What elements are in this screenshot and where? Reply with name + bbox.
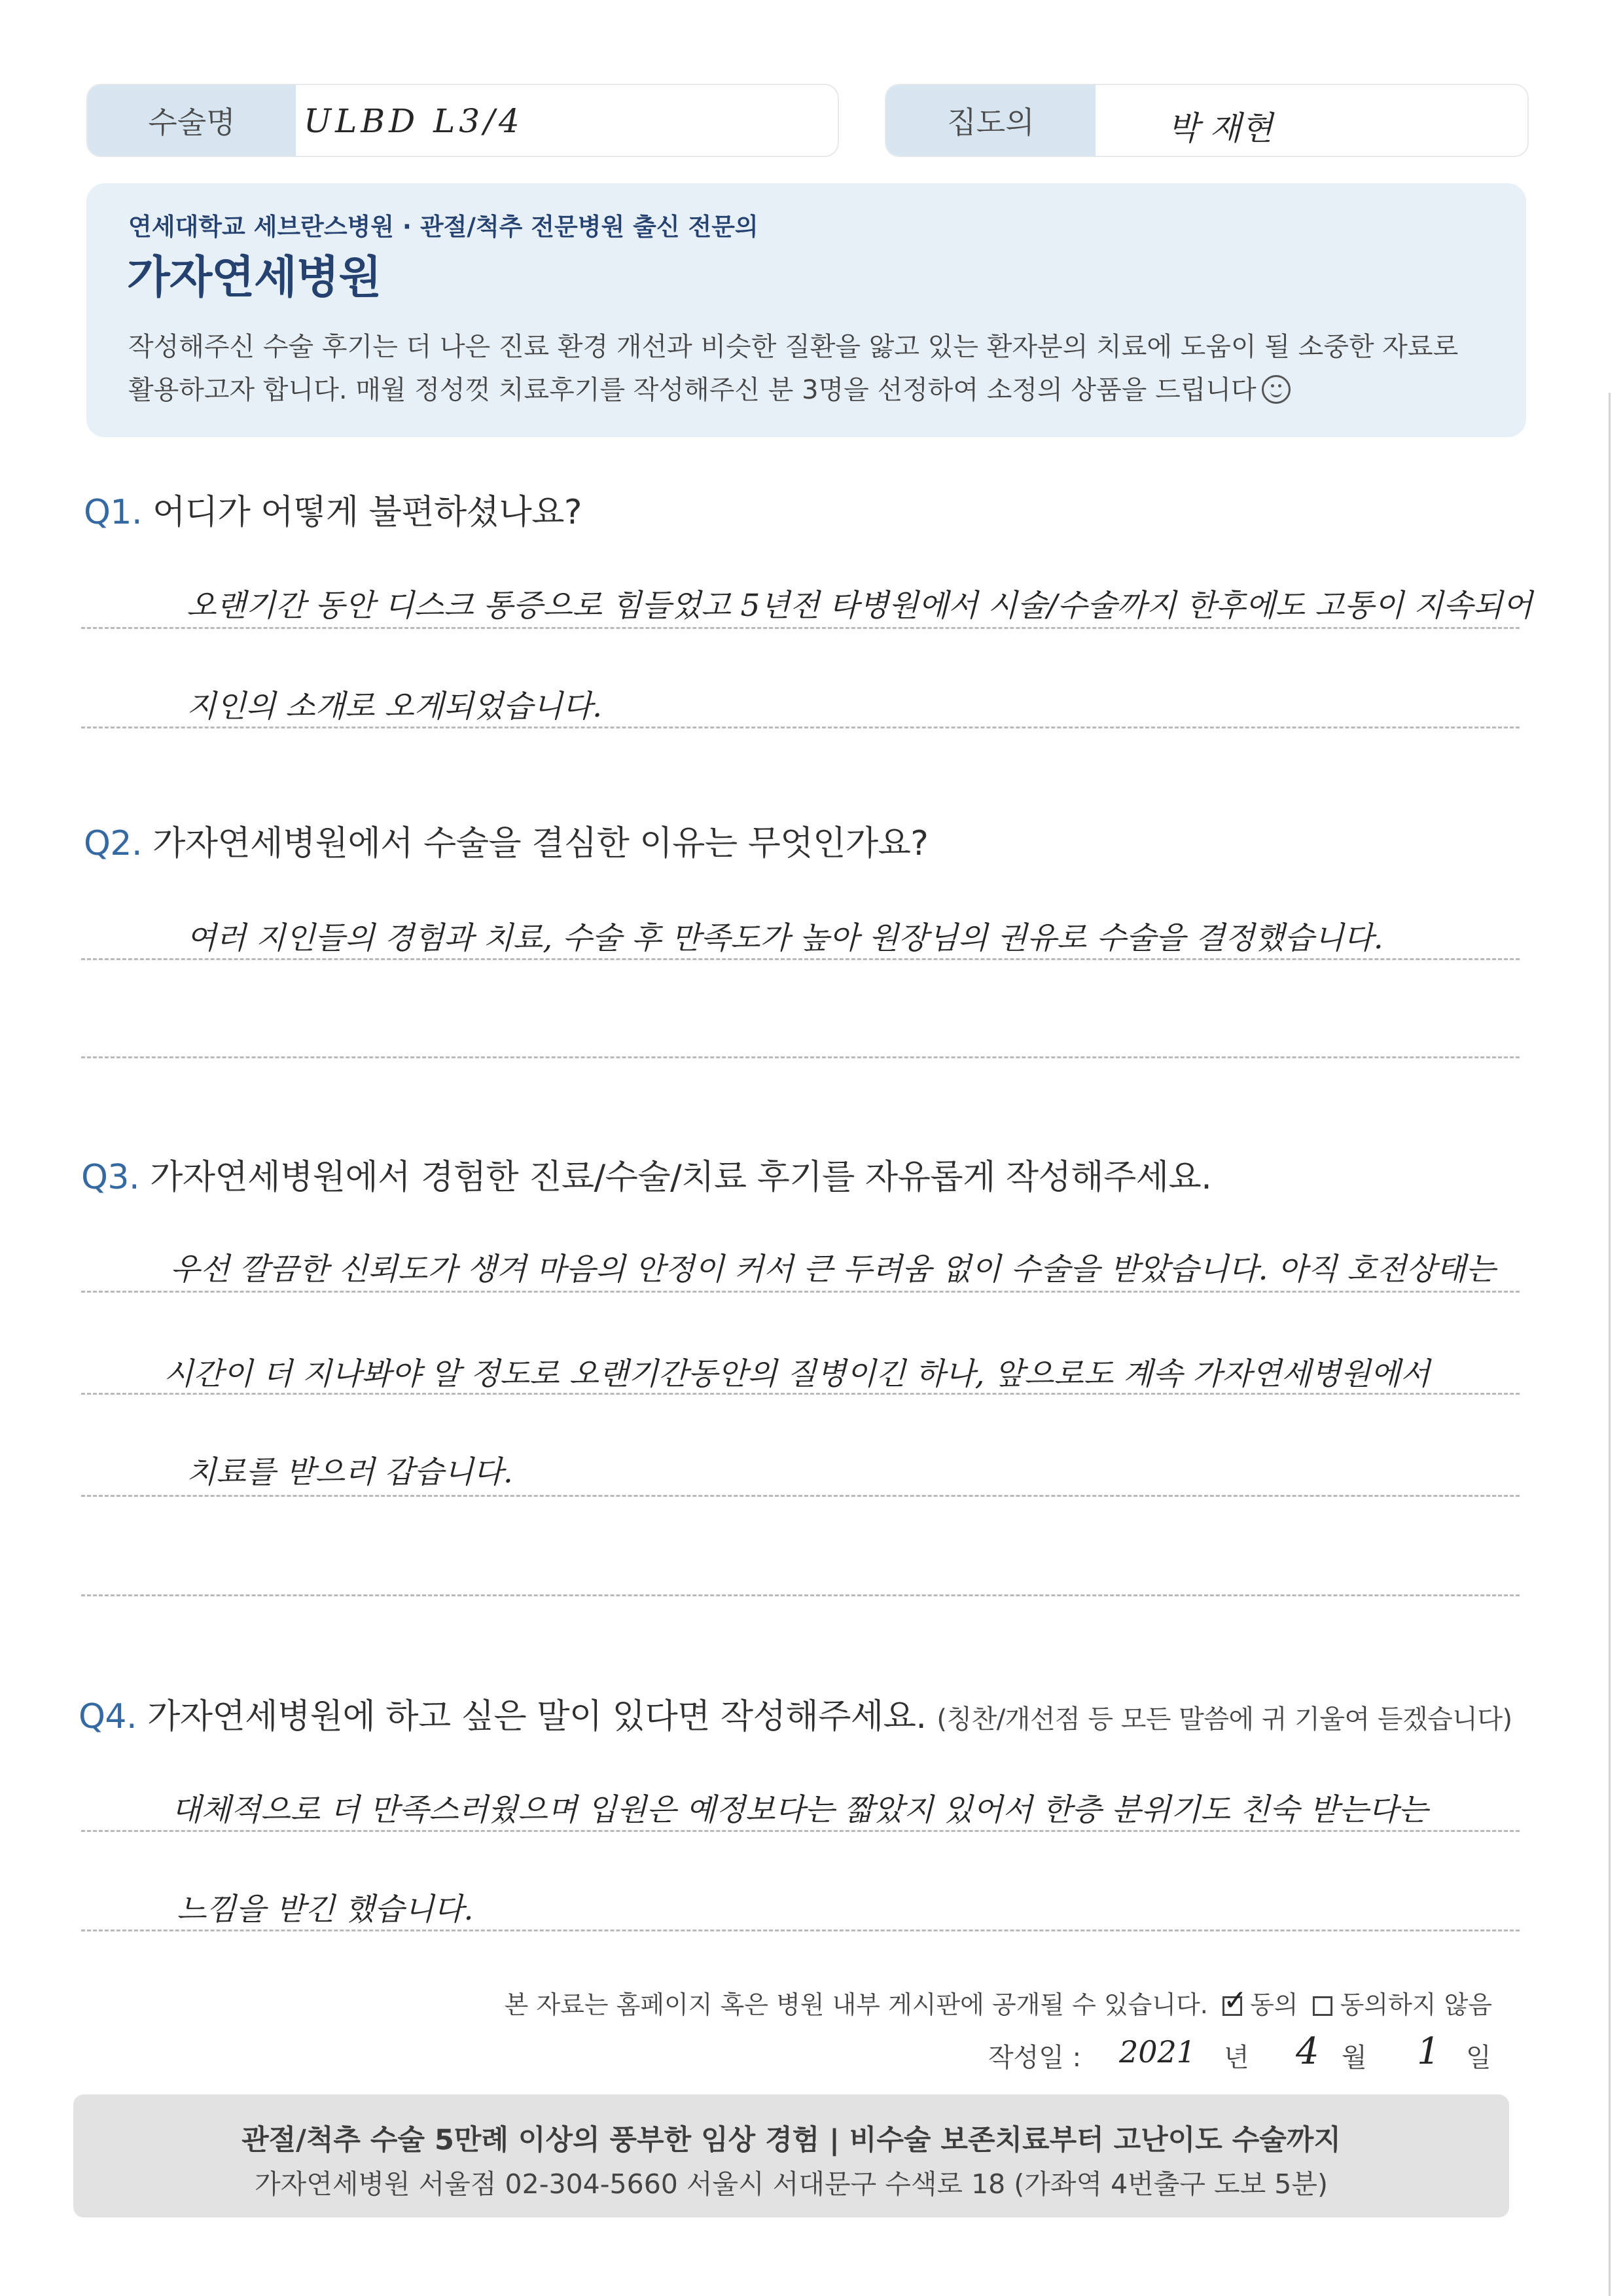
date-year-unit: 년 (1224, 2043, 1249, 2073)
surgery-name-label: 수술명 (88, 85, 296, 156)
surgeon-label: 집도의 (886, 85, 1096, 156)
disagree-label: 동의하지 않음 (1340, 1990, 1492, 2019)
date-day: 1 (1417, 2030, 1440, 2073)
answer-rule (81, 1929, 1520, 1931)
question-number: Q4. (79, 1697, 137, 1736)
footer-box (73, 2094, 1509, 2217)
hospital-banner (86, 183, 1526, 437)
question-text: 가자연세병원에서 경험한 진료/수술/치료 후기를 자유롭게 작성해주세요. (150, 1158, 1212, 1197)
surgeon-value: 박 재현 (1168, 109, 1273, 147)
answer-line: 오랜기간 동안 디스크 통증으로 힘들었고 5년전 타병원에서 시술/수술까지 한후에도 고통이 지속되어 (187, 588, 1533, 624)
banner-paragraph-line1: 작성해주신 수술 후기는 더 나은 진료 환경 개선과 비슷한 질환을 앓고 있는 환자분의 치료에 도움이 될 소중한 자료로 (128, 332, 1459, 362)
consent-row (505, 1984, 1492, 2020)
smiley-icon (1262, 375, 1291, 404)
surgery-name-field (86, 84, 839, 157)
scan-edge-line (1609, 393, 1611, 2296)
answer-rule (81, 1393, 1520, 1395)
answer-line: 느낌을 받긴 했습니다. (177, 1892, 474, 1928)
answer-rule (81, 726, 1520, 728)
date-label: 작성일 : (988, 2043, 1082, 2073)
question-number: Q3. (81, 1158, 140, 1197)
answer-line: 시간이 더 지나봐야 알 정도로 오랜기간동안의 질병이긴 하나, 앞으로도 계속 가자연세병원에서 (164, 1356, 1431, 1392)
consent-text: 본 자료는 홈페이지 혹은 병원 내부 게시판에 공개될 수 있습니다. (504, 1990, 1208, 2019)
answer-rule (81, 1594, 1520, 1596)
answer-rule (81, 1495, 1520, 1497)
hospital-title: 가자연세병원 (127, 252, 382, 304)
question-3 (81, 1149, 1211, 1198)
question-text: 가자연세병원에 하고 싶은 말이 있다면 작성해주세요. (147, 1697, 927, 1736)
question-note: (칭찬/개선점 등 모든 말씀에 귀 기울여 듣겠습니다) (936, 1704, 1512, 1734)
date-day-unit: 일 (1466, 2043, 1491, 2073)
footer-contact: 가자연세병원 서울점 02-304-5660 서울시 서대문구 수색로 18 (가좌역 4번출구 도보 5분) (255, 2168, 1328, 2200)
answer-rule (81, 1830, 1520, 1832)
footer-slogan: 관절/척추 수술 5만례 이상의 풍부한 임상 경험 | 비수술 보존치료부터 고난이도 수술까지 (241, 2124, 1341, 2157)
answer-line: 지인의 소개로 오게되었습니다. (187, 689, 603, 725)
answer-line: 우선 깔끔한 신뢰도가 생겨 마음의 안정이 커서 큰 두려움 없이 수술을 받았습니다. 아직 호전상태는 (170, 1251, 1496, 1287)
answer-line: 치료를 받으러 갑습니다. (187, 1454, 513, 1490)
answer-rule (81, 1291, 1520, 1293)
question-1 (84, 484, 582, 533)
question-text: 어디가 어떻게 불편하셨나요? (152, 493, 582, 532)
answer-rule (81, 627, 1520, 629)
surgery-name-value: ULBD L3/4 (304, 102, 524, 140)
question-2 (84, 816, 928, 865)
question-4 (79, 1689, 1512, 1738)
answer-rule (81, 1056, 1520, 1058)
disagree-checkbox[interactable] (1313, 1996, 1332, 2016)
date-month-unit: 월 (1342, 2043, 1367, 2073)
date-month: 4 (1296, 2030, 1319, 2073)
answer-line: 여러 지인들의 경험과 치료, 수술 후 만족도가 높아 원장님의 권유로 수술을 결정했습니다. (187, 920, 1383, 956)
answer-line: 대체적으로 더 만족스러웠으며 입원은 예정보다는 짧았지 있어서 한층 분위기도 친숙 받는다는 (171, 1792, 1429, 1828)
answer-rule (81, 958, 1520, 960)
question-text: 가자연세병원에서 수술을 결심한 이유는 무엇인가요? (152, 824, 929, 863)
written-date (988, 2030, 1499, 2080)
agree-label: 동의 (1250, 1990, 1298, 2019)
agree-checkbox[interactable] (1222, 1996, 1242, 2016)
question-number: Q2. (84, 824, 143, 863)
banner-paragraph-line2: 활용하고자 합니다. 매월 정성껏 치료후기를 작성해주신 분 3명을 선정하여 소정의 상품을 드립니다 (128, 369, 1291, 406)
banner-subtitle: 연세대학교 세브란스병원 · 관절/척추 전문병원 출신 전문의 (128, 213, 758, 241)
date-year: 2021 (1119, 2034, 1196, 2070)
surgeon-field (885, 84, 1529, 157)
question-number: Q1. (84, 493, 143, 532)
